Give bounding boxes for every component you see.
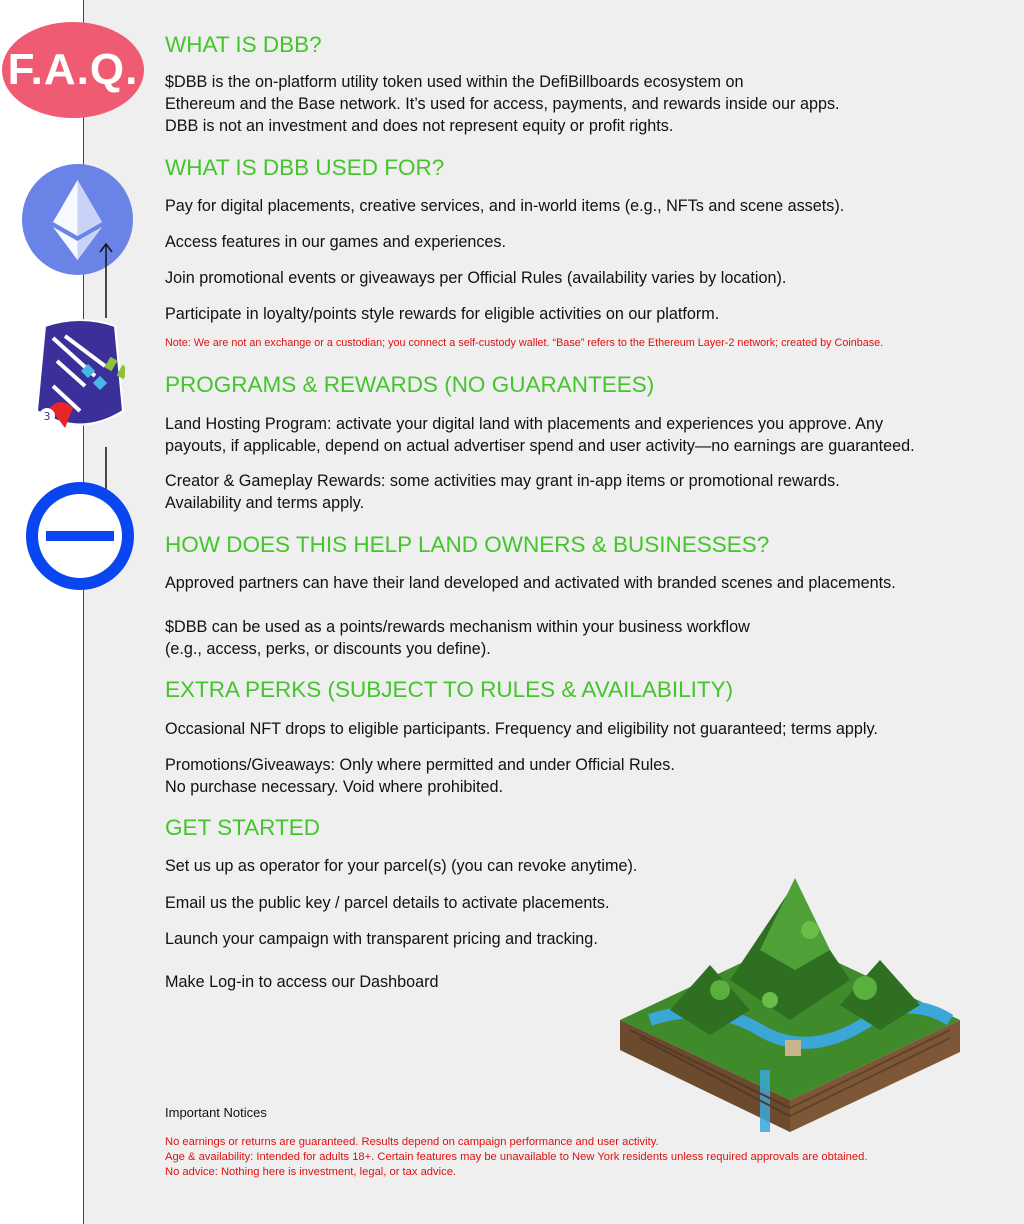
notice-line: Age & availability: Intended for adults 18+. Certain features may be unavailable to New York residents unless required approvals are obtained. — [165, 1151, 868, 1163]
notice-line: No advice: Nothing here is investment, legal, or tax advice. — [165, 1166, 457, 1178]
voxel-island-image — [610, 870, 970, 1140]
started-item: Email us the public key / parcel details to activate placements. — [165, 894, 610, 912]
creator-rewards-line-2: Availability and terms apply. — [165, 494, 365, 512]
land-hosting-line-2: payouts, if applicable, depend on actual advertiser spend and user activity—no earnings are guaranteed. — [165, 437, 915, 455]
arrow-up-icon — [96, 240, 116, 320]
what-is-line-2: Ethereum and the Base network. It’s used for access, payments, and rewards inside our apps. — [165, 95, 840, 113]
custodian-note: Note: We are not an exchange or a custodian; you connect a self-custody wallet. “Base” refers to the Ethereum Layer-2 network; created by Coinbase. — [165, 337, 884, 349]
perks-line-2: Promotions/Giveaways: Only where permitted and under Official Rules. — [165, 756, 675, 774]
heading-used-for: WHAT IS DBB USED FOR? — [165, 155, 445, 180]
heading-get-started: GET STARTED — [165, 815, 321, 840]
started-item: Launch your campaign with transparent pricing and tracking. — [165, 930, 598, 948]
heading-perks: EXTRA PERKS (SUBJECT TO RULES & AVAILABILITY) — [165, 677, 734, 702]
perks-line-3: No purchase necessary. Void where prohibited. — [165, 778, 504, 796]
what-is-line-1: $DBB is the on-platform utility token used within the DefiBillboards ecosystem on — [165, 73, 744, 91]
land-hosting-line-1: Land Hosting Program: activate your digital land with placements and experiences you approve. Any — [165, 415, 884, 433]
heading-what-is: WHAT IS DBB? — [165, 32, 322, 57]
base-network-icon — [24, 480, 136, 592]
perks-line-1: Occasional NFT drops to eligible participants. Frequency and eligibility not guaranteed; terms apply. — [165, 720, 878, 738]
used-for-item: Access features in our games and experiences. — [165, 233, 507, 251]
used-for-item: Pay for digital placements, creative services, and in-world items (e.g., NFTs and scene assets). — [165, 197, 845, 215]
svg-text:3: 3 — [43, 410, 51, 423]
dbb-logo-icon — [35, 316, 125, 436]
what-is-line-3: DBB is not an investment and does not represent equity or profit rights. — [165, 117, 674, 135]
started-item: Set us up as operator for your parcel(s) (you can revoke anytime). — [165, 857, 638, 875]
used-for-item: Participate in loyalty/points style rewards for eligible activities on our platform. — [165, 305, 720, 323]
ethereum-icon — [22, 164, 133, 275]
important-notices-title: Important Notices — [165, 1105, 267, 1120]
help-line-2: $DBB can be used as a points/rewards mechanism within your business workflow — [165, 618, 750, 636]
faq-badge: F.A.Q. — [2, 22, 144, 118]
used-for-item: Join promotional events or giveaways per Official Rules (availability varies by location). — [165, 269, 787, 287]
heading-help: HOW DOES THIS HELP LAND OWNERS & BUSINESSES? — [165, 532, 770, 557]
creator-rewards-line-1: Creator & Gameplay Rewards: some activities may grant in-app items or promotional rewards. — [165, 472, 840, 490]
heading-programs: PROGRAMS & REWARDS (NO GUARANTEES) — [165, 372, 655, 397]
help-line-3: (e.g., access, perks, or discounts you define). — [165, 640, 491, 658]
login-dashboard-text: Make Log-in to access our Dashboard — [165, 973, 439, 991]
notice-line: No earnings or returns are guaranteed. Results depend on campaign performance and user activity. — [165, 1136, 659, 1148]
help-line-1: Approved partners can have their land developed and activated with branded scenes and placements. — [165, 574, 896, 592]
